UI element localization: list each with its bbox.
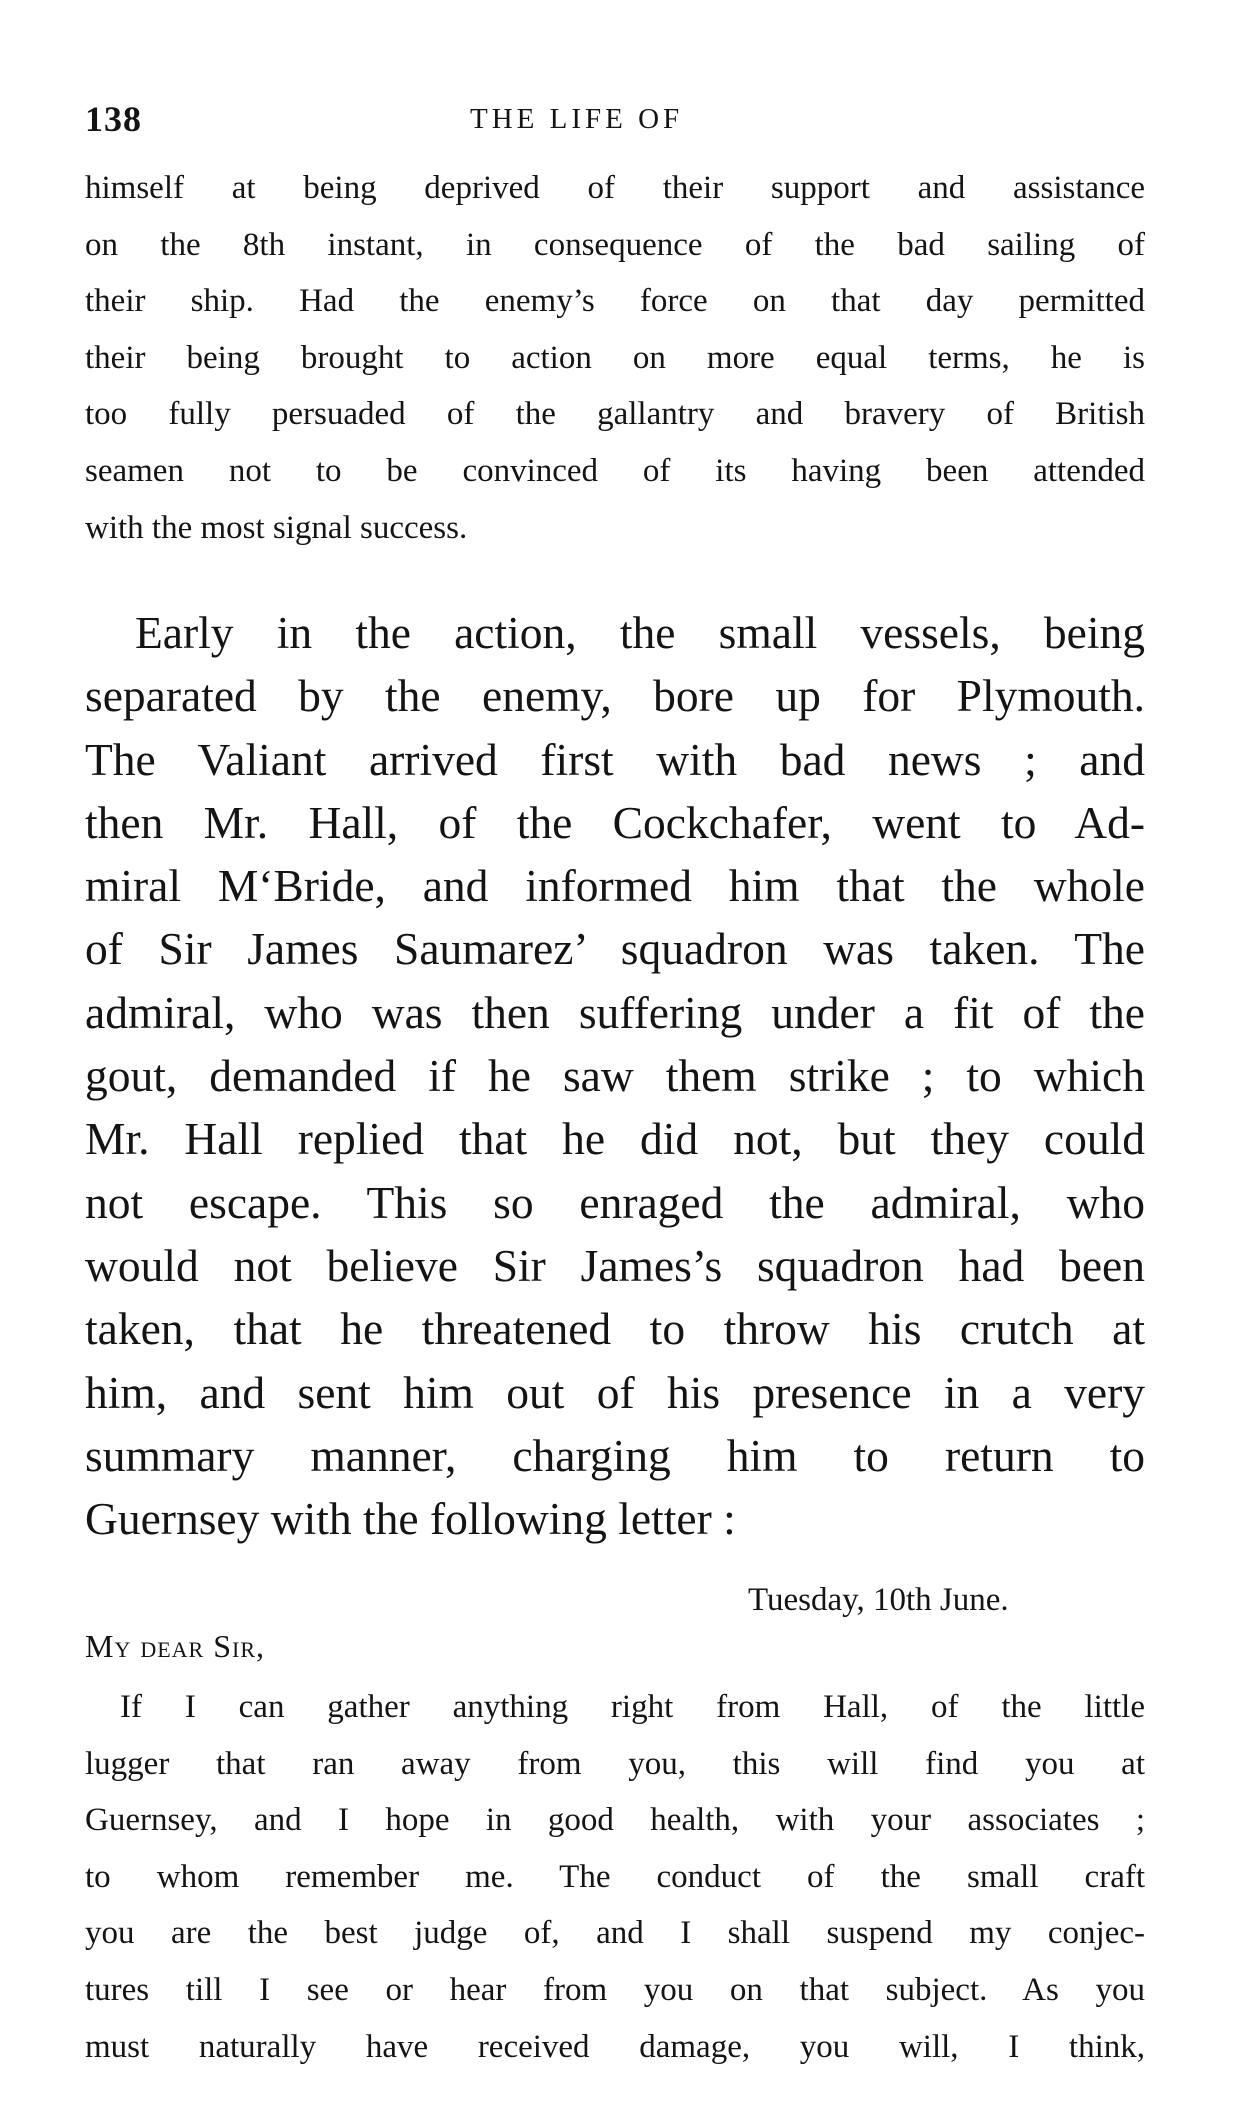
narrative-paragraph (85, 601, 1145, 1550)
text-line: separated by the enemy, bore up for Plymouth. (85, 670, 1145, 722)
text-line: with the most signal success. (85, 509, 468, 546)
text-line: must naturally have received damage, you will, I think, (85, 2028, 1145, 2065)
text-line: summary manner, charging him to return to (85, 1429, 1145, 1481)
text-line: seamen not to be convinced of its having been attended (85, 452, 1145, 489)
page-header (85, 98, 1145, 144)
text-line: of Sir James Saumarez’ squadron was taken. The (85, 923, 1145, 975)
text-line: If I can gather anything right from Hall, of the little (120, 1689, 1145, 1725)
text-line: The Valiant arrived first with bad news ; and (85, 733, 1145, 785)
letter-body (85, 1679, 1145, 2075)
page-number: 138 (85, 99, 142, 139)
text-line: then Mr. Hall, of the Cockchafer, went to Ad- (85, 796, 1145, 848)
text-line: on the 8th instant, in consequence of the bad sailing of (85, 226, 1145, 263)
text-line: him, and sent him out of his presence in a very (85, 1366, 1145, 1418)
text-line: lugger that ran away from you, this will find you at (85, 1745, 1145, 1782)
letter-date: Tuesday, 10th June. (748, 1582, 1009, 1618)
text-line: their being brought to action on more equal terms, he is (85, 339, 1145, 376)
text-line: to whom remember me. The conduct of the small craft (85, 1858, 1145, 1895)
text-line: their ship. Had the enemy’s force on that day permitted (85, 283, 1145, 320)
text-line: too fully persuaded of the gallantry and bravery of British (85, 396, 1145, 433)
letter-salutation: My dear Sir, (85, 1628, 266, 1664)
dispatch-paragraph (85, 160, 1145, 556)
text-line: would not believe Sir James’s squadron had been (85, 1239, 1145, 1291)
text-line: Guernsey, and I hope in good health, with your associates ; (85, 1802, 1145, 1839)
text-line: not escape. This so enraged the admiral, who (85, 1176, 1145, 1228)
text-line: admiral, who was then suffering under a fit of the (85, 986, 1145, 1038)
text-line: gout, demanded if he saw them strike ; to which (85, 1050, 1145, 1102)
running-head: THE LIFE OF (470, 103, 684, 135)
text-line: taken, that he threatened to throw his crutch at (85, 1303, 1145, 1355)
text-line: you are the best judge of, and I shall suspend my conjec- (85, 1915, 1145, 1952)
text-line: tures till I see or hear from you on that subject. As you (85, 1971, 1145, 2008)
text-line: miral M‘Bride, and informed him that the whole (85, 860, 1145, 912)
text-line: Early in the action, the small vessels, being (135, 607, 1145, 658)
text-line: Guernsey with the following letter : (85, 1493, 736, 1545)
text-line: Mr. Hall replied that he did not, but they could (85, 1113, 1145, 1165)
text-line: himself at being deprived of their support and assistance (85, 170, 1145, 206)
